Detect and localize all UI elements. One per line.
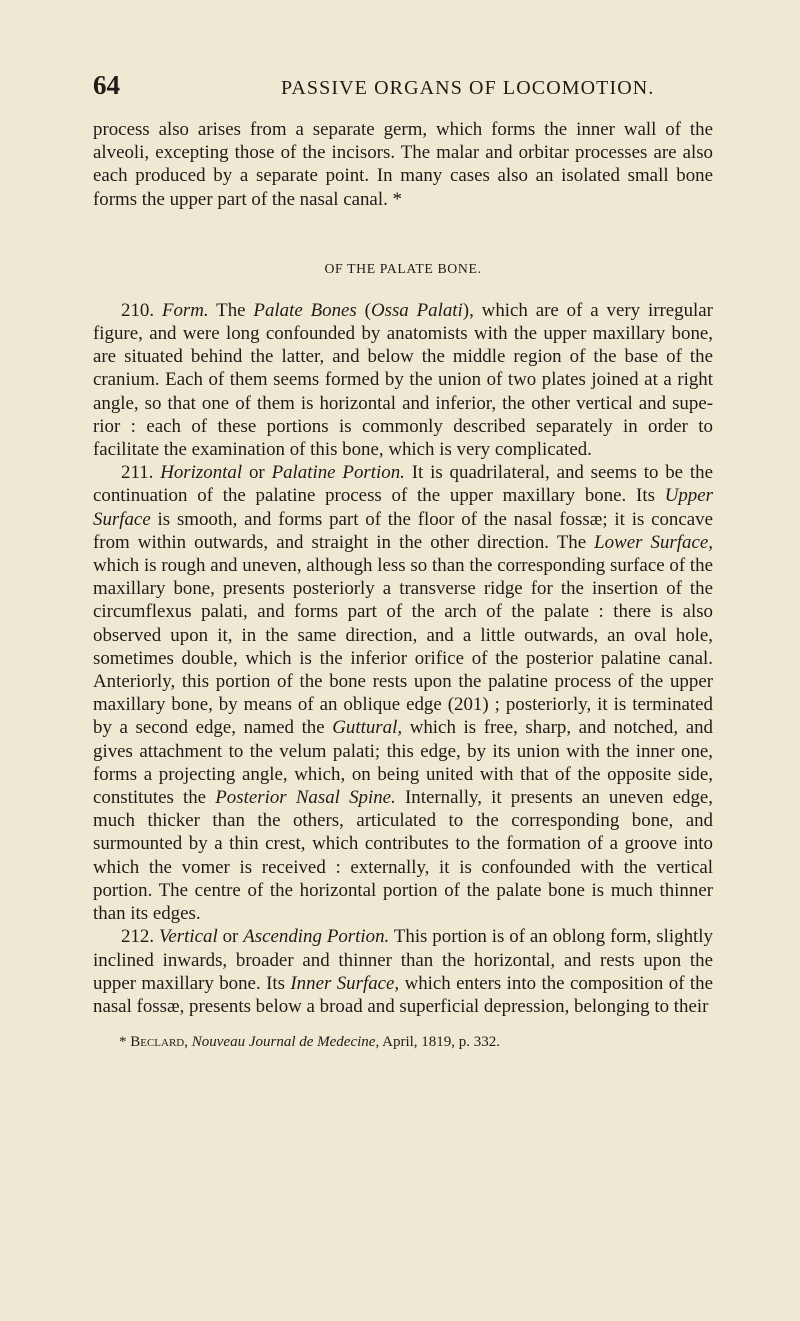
term: Upper Surface	[93, 485, 713, 530]
term: Ascending Portion.	[243, 926, 390, 948]
intro-paragraph: process also arises from a separate germ, which forms the inner wall of the alveoli, excepting those of the incisors. The malar and orbitar processes are also each produced by a separate point. In many cases also an isolated small bone forms the upper part of the nasal canal. *	[93, 119, 713, 210]
term: Posterior Nasal Spine.	[215, 787, 396, 809]
page-header	[93, 72, 713, 106]
running-title: PASSIVE ORGANS OF LOCOMOTION.	[281, 77, 655, 99]
footnote-author: Beclard,	[130, 1034, 189, 1051]
paragraph-number: 211.	[121, 462, 154, 484]
paragraph-number: 210.	[121, 299, 155, 321]
paragraph-212: 212. Vertical or Ascending Portion. This portion is of an oblong form, slightly inclined inwards, broader and thinner than the horizontal, and rests upon the upper maxillary bone. Its Inner Surface, which enters into the composition of the nasal fossæ, presents below a broad and superficial depression, belonging to their	[93, 926, 713, 1017]
paragraph-210: 210. Form. The Palate Bones (Ossa Palati), which are of a very irregular figure, and were long confounded by anatomists with the upper maxillary bone, are situated behind the latter, and below the middle region of the base of the cranium. Each of them seems formed by the union of two plates joined at a right angle, so that one of them is horizontal and inferior, the other vertical and superior : each of these portions is commonly described separately in order to facilitate the examination of this bone, which is very complicated.	[93, 299, 713, 461]
footnote	[93, 1032, 713, 1052]
footnote-citation: April, 1819, p. 332.	[382, 1034, 501, 1051]
term: Lower Surface,	[594, 531, 713, 553]
paragraph-number: 212.	[121, 926, 155, 948]
term: Inner Surface,	[290, 972, 400, 994]
footnote-journal: Nouveau Journal de Medecine,	[191, 1034, 380, 1051]
term: Palate Bones	[253, 299, 357, 321]
paragraph-label: Form.	[161, 299, 209, 321]
paragraph-211: 211. Horizontal or Palatine Portion. It is quadrilateral, and seems to be the continuation of the palatine process of the upper maxillary bone. Its Upper Surface is smooth, and forms part of the floor of the nasal fossæ; it is concave from within outwards, and straight in the other direction. The Lower Surface, which is rough and uneven, although less so than the corresponding surface of the maxillary bone, presents posteriorly a transverse ridge for the insertion of the circumflexus palati, and forms part of the arch of the palate : there is also observed upon it, in the same direction, and a little outwards, an oval hole, sometimes double, which is the inferior orifice of the posterior palatine canal. Anteriorly, this portion of the bone rests upon the palatine process of the upper maxillary bone, by means of an oblique edge (201) ; posteriorly, it is terminated by a second edge, named the Guttural, which is free, sharp, and notched, and gives attachment to the velum palati; this edge, by its union with the inner one, forms a projecting angle, which, on being united with that of the opposite side, constitutes the Posterior Nasal Spine. Internally, it presents an uneven edge, much thicker than the others, articulated to the corresponding bone, and surmounted by a thin crest, which contributes to the formation of a groove into which the vomer is received : externally, it is confounded with the vertical portion. The centre of the horizontal portion of the palate bone is much thinner than its edges.	[93, 462, 713, 925]
term: Palatine Portion.	[271, 462, 405, 484]
section-heading: OF THE PALATE BONE.	[324, 260, 482, 276]
term: Vertical	[158, 926, 218, 948]
term: Guttural,	[332, 717, 403, 739]
term: Ossa Palati	[370, 299, 463, 321]
footnote-marker: *	[119, 1034, 127, 1051]
page-number: 64	[93, 70, 120, 100]
term: Horizontal	[160, 462, 243, 484]
